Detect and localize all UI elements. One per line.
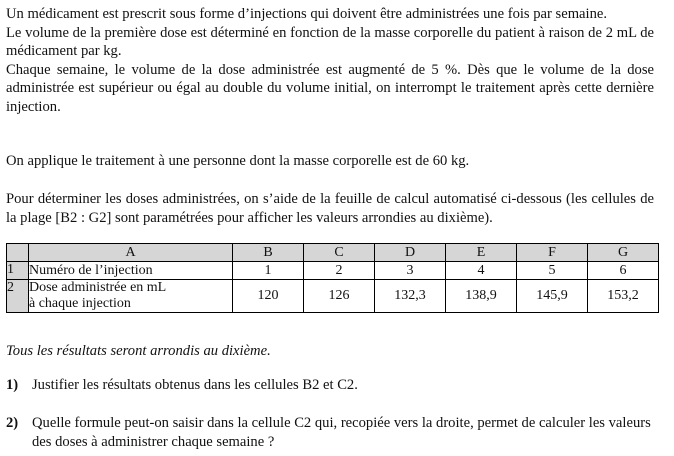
cell-a2-line-2: à chaque injection xyxy=(29,296,131,311)
cell-f2: 145,9 xyxy=(517,280,588,313)
col-header-a: A xyxy=(29,244,233,262)
cell-c2: 126 xyxy=(304,280,375,313)
cell-a1: Numéro de l’injection xyxy=(29,262,233,280)
cell-b1: 1 xyxy=(233,262,304,280)
column-header-row xyxy=(7,244,659,262)
question-2-number: 2) xyxy=(6,415,19,431)
question-1-text: Justifier les résultats obtenus dans les cellules B2 et C2. xyxy=(32,377,358,393)
cell-d2: 132,3 xyxy=(375,280,446,313)
question-2-text: Quelle formule peut-on saisir dans la cellule C2 qui, recopiée vers la droite, permet de calculer les valeurs des doses à administrer chaque semaine ? xyxy=(32,415,651,450)
patient-paragraph: On applique le traitement à une personne dont la masse corporelle est de 60 kg. xyxy=(6,153,470,169)
rounding-note: Tous les résultats seront arrondis au dixième. xyxy=(6,343,271,359)
col-header-c: C xyxy=(304,244,375,262)
cell-g1: 6 xyxy=(588,262,659,280)
spreadsheet-table xyxy=(6,243,659,313)
intro-line-1: Un médicament est prescrit sous forme d’injections qui doivent être administrées une fois par semaine. xyxy=(6,6,608,22)
cell-g2: 153,2 xyxy=(588,280,659,313)
cell-a2-line-1: Dose administrée en mL xyxy=(29,280,167,295)
cell-b2: 120 xyxy=(233,280,304,313)
row-header-1: 1 xyxy=(7,262,29,280)
cell-e1: 4 xyxy=(446,262,517,280)
cell-d1: 3 xyxy=(375,262,446,280)
question-1-number: 1) xyxy=(6,377,19,393)
cell-a2 xyxy=(29,280,233,313)
question-1 xyxy=(6,376,654,395)
cell-c1: 2 xyxy=(304,262,375,280)
intro-paragraph xyxy=(6,5,654,117)
question-2 xyxy=(6,414,654,451)
col-header-d: D xyxy=(375,244,446,262)
col-header-b: B xyxy=(233,244,304,262)
intro-line-3: Chaque semaine, le volume de la dose administrée est augmenté de 5 %. Dès que le volume de la dose administrée est supérieur ou égal au double du volume initial, on interrompt le traitement après cette dernière injection. xyxy=(6,61,654,115)
cell-e2: 138,9 xyxy=(446,280,517,313)
table-row xyxy=(7,262,659,280)
sheet-intro-paragraph: Pour déterminer les doses administrées, on s’aide de la feuille de calcul automatisé ci-dessous (les cellules de la plage [B2 : G2] sont paramétrées pour afficher les valeurs arrondies au dixième). xyxy=(6,191,654,226)
col-header-g: G xyxy=(588,244,659,262)
row-header-2: 2 xyxy=(7,280,29,313)
cell-f1: 5 xyxy=(517,262,588,280)
intro-line-2: Le volume de la première dose est déterminé en fonction de la masse corporelle du patient à raison de 2 mL de médicament par kg. xyxy=(6,24,654,60)
corner-cell xyxy=(7,244,29,262)
col-header-f: F xyxy=(517,244,588,262)
col-header-e: E xyxy=(446,244,517,262)
table-row xyxy=(7,280,659,313)
